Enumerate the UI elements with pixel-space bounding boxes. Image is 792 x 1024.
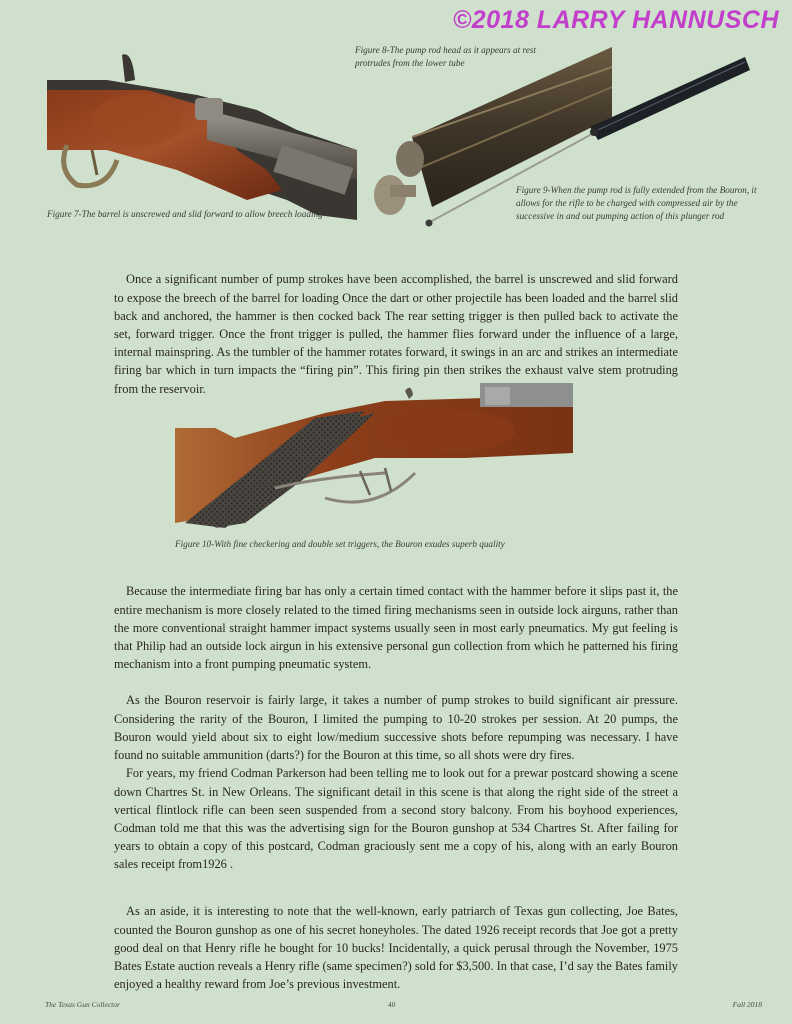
footer-page-number: 40 [388, 1000, 396, 1009]
figure-7-caption: Figure 7-The barrel is unscrewed and slid forward to allow breech loading [47, 209, 323, 219]
body-paragraph: Because the intermediate firing bar has only a certain timed contact with the hammer before it slips past it, the entire mechanism is more closely related to the timed firing mechanisms seen in outside lock airguns, rather than the more conventional straight hammer impact systems usually seen in most early pneumatics. My gut feeling is that Philip had an outside lock airgun in his extensive personal gun collection from which he patterned his firing mechanism into a front pumping pneumatic system. [114, 584, 678, 672]
body-paragraph: As the Bouron reservoir is fairly large, it takes a number of pump strokes to build significant air pressure. Considering the rarity of the Bouron, I limited the pumping to 10-20 strokes per session. At 20 pumps, the Bouron would yield about six to eight low/medium successive shots before repumping was necessary. I have found no suitable ammunition (darts?) for the Bouron at this time, so all shots were dry fires. [114, 693, 678, 762]
footer-publication: The Texas Gun Collector [45, 1000, 120, 1009]
body-paragraph: For years, my friend Codman Parkerson had been telling me to look out for a prewar postcard showing a scene down Chartres St. in New Orleans. The significant detail in this scene is that along the right side of the street a vertical flintlock rifle can been seen suspended from a second story balcony. From his boyhood experiences, Codman told me that this was the advertising sign for the Bouron gunshop at 534 Chartres St. After failing for years to obtain a copy of this postcard, Codman graciously sent me a copy of his, along with an early Bouron sales receipt from1926 . [114, 766, 678, 872]
footer-issue: Fall 2018 [732, 1000, 762, 1009]
figure-10-image [175, 383, 573, 528]
copyright-watermark: ©2018 LARRY HANNUSCH [452, 6, 779, 34]
body-paragraph: As an aside, it is interesting to note that the well-known, early patriarch of Texas gun collecting, Joe Bates, counted the Bouron gunshop as one of his secret honeyholes. The dated 1926 receipt records that Joe got a pretty good deal on that Henry rifle he bought for 10 bucks! Incidentally, a quick perusal through the November, 1975 Bates Estate auction reveals a Henry rifle (same specimen?) sold for $3,500. In that case, I’d say the Bates family enjoyed a healthy reward from Joe’s previous investment. [114, 904, 678, 992]
figure-9-caption: Figure 9-When the pump rod is fully extended from the Bouron, it allows for the rifle to be charged with compressed air by the successive in and out pumping action of this plunger rod [516, 185, 757, 221]
figure-8-caption: Figure 8-The pump rod head as it appears at rest protrudes from the lower tube [355, 45, 536, 68]
figure-10-caption: Figure 10-With fine checkering and double set triggers, the Bouron exudes superb quality [175, 539, 505, 549]
body-paragraph: Once a significant number of pump strokes have been accomplished, the barrel is unscrewed and slid forward to expose the breech of the barrel for loading Once the dart or other projectile has been loaded and the barrel slid back and anchored, the hammer is then cocked back The rear setting trigger is then pulled back to activate the set, forward trigger. Once the front trigger is pulled, the hammer flies forward under the influence of a large, internal mainspring. As the tumbler of the hammer rotates forward, it swings in an arc and strikes an intermediate firing bar which in turn impacts the “firing pin”. This firing pin then strikes the exhaust valve stem protruding from the reservoir. [114, 272, 678, 396]
figure-7-image [47, 50, 357, 222]
